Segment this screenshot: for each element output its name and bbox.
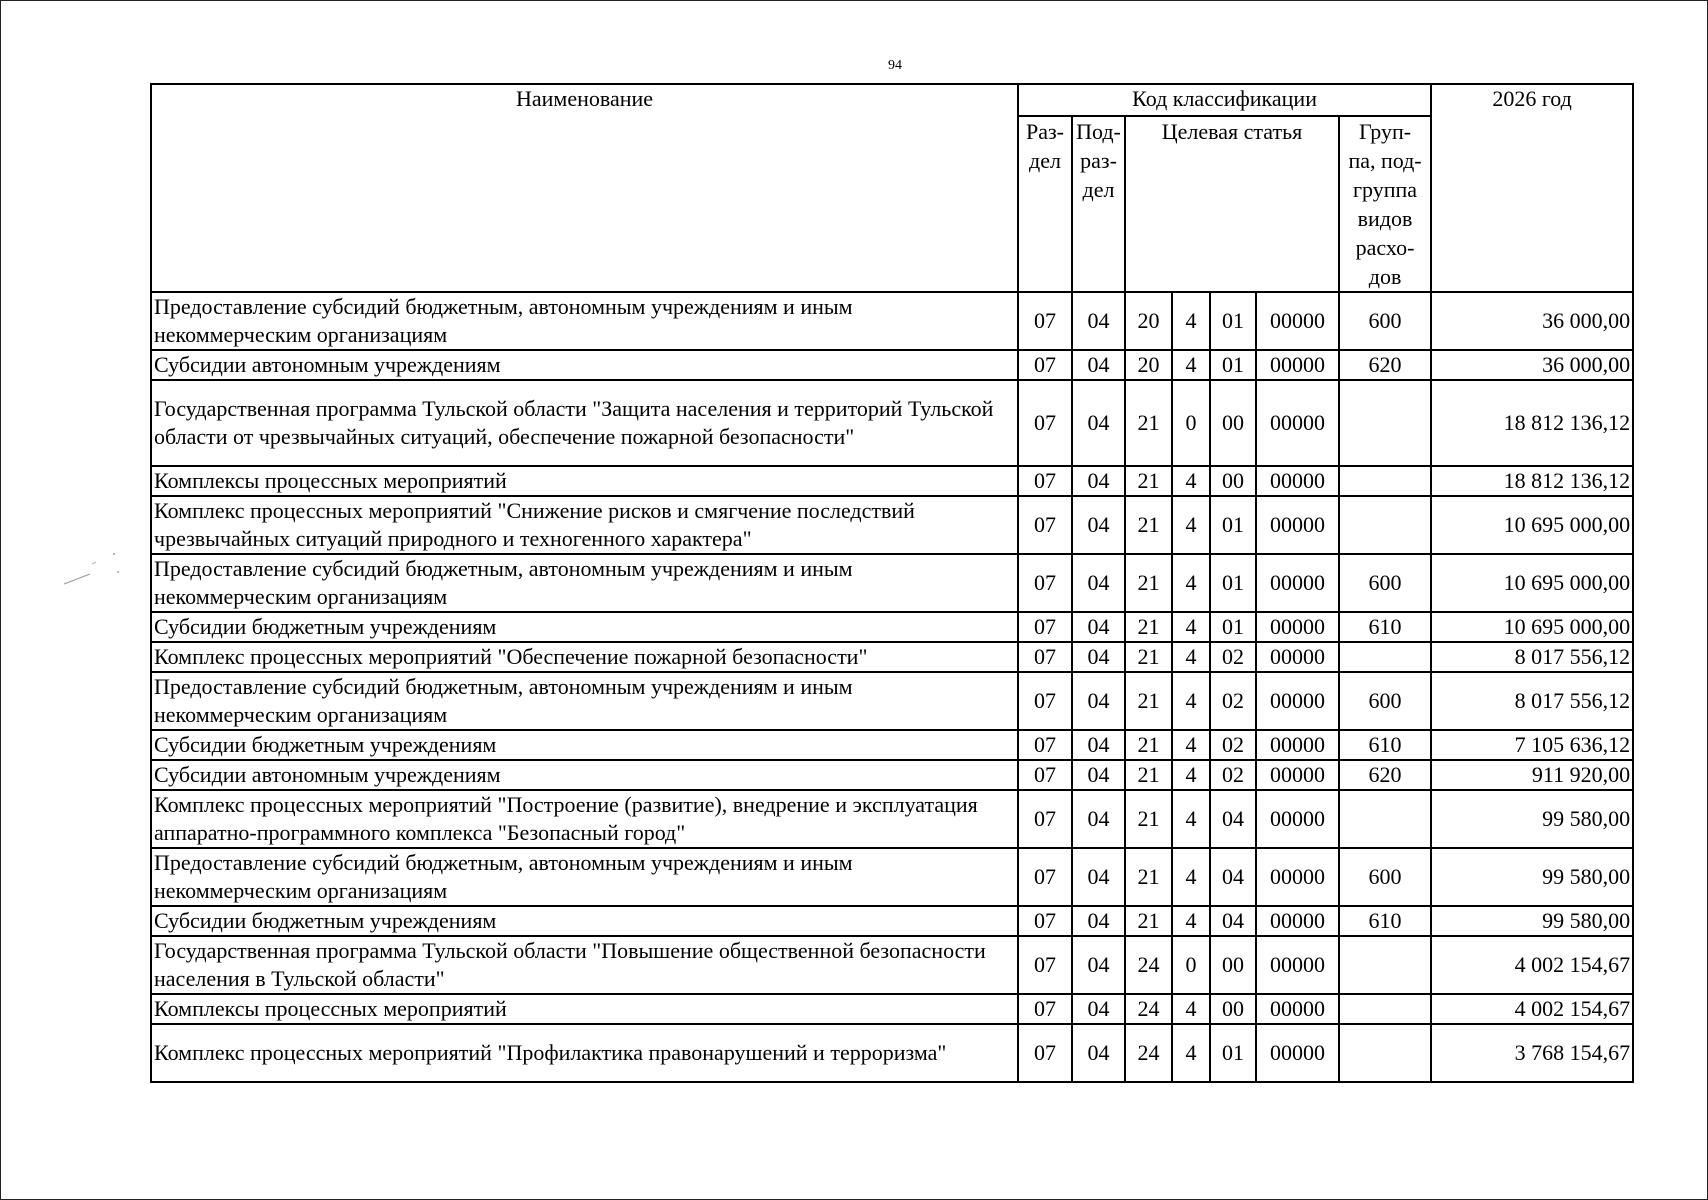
row-target-direction: 00000: [1256, 292, 1339, 350]
row-section: 07: [1018, 642, 1072, 672]
budget-table-body: [151, 292, 1633, 1082]
row-name: Предоставление субсидий бюджетным, автономным учреждениям и иным некоммерческим организациям: [151, 292, 1018, 350]
row-section: 07: [1018, 612, 1072, 642]
row-subsection: 04: [1072, 760, 1125, 790]
row-section: 07: [1018, 994, 1072, 1024]
row-subsection: 04: [1072, 936, 1125, 994]
row-target-type: 4: [1172, 730, 1210, 760]
row-target-event: 00: [1210, 936, 1256, 994]
row-subsection: 04: [1072, 554, 1125, 612]
row-target-direction: 00000: [1256, 672, 1339, 730]
row-expense-group: [1339, 380, 1431, 466]
row-name: Предоставление субсидий бюджетным, автономным учреждениям и иным некоммерческим организациям: [151, 554, 1018, 612]
row-target-direction: 00000: [1256, 612, 1339, 642]
row-target-type: 4: [1172, 496, 1210, 554]
row-amount: 10 695 000,00: [1431, 554, 1633, 612]
row-expense-group: 610: [1339, 730, 1431, 760]
row-name: Комплекс процессных мероприятий "Профилактика правонарушений и терроризма": [151, 1024, 1018, 1082]
row-target-type: 0: [1172, 380, 1210, 466]
row-target-type: 4: [1172, 466, 1210, 496]
row-name: Субсидии автономным учреждениям: [151, 760, 1018, 790]
row-target-event: 02: [1210, 672, 1256, 730]
table-row: [151, 906, 1633, 936]
table-row: [151, 612, 1633, 642]
row-section: 07: [1018, 730, 1072, 760]
header-classification-code: Код классификации: [1018, 84, 1431, 116]
row-expense-group: [1339, 994, 1431, 1024]
row-target-direction: 00000: [1256, 380, 1339, 466]
row-target-program: 21: [1125, 466, 1172, 496]
row-amount: 8 017 556,12: [1431, 642, 1633, 672]
row-section: 07: [1018, 672, 1072, 730]
row-amount: 99 580,00: [1431, 790, 1633, 848]
row-subsection: 04: [1072, 466, 1125, 496]
row-section: 07: [1018, 554, 1072, 612]
row-target-event: 01: [1210, 350, 1256, 380]
table-row: [151, 672, 1633, 730]
row-amount: 99 580,00: [1431, 906, 1633, 936]
table-row: [151, 642, 1633, 672]
row-section: 07: [1018, 906, 1072, 936]
row-amount: 99 580,00: [1431, 848, 1633, 906]
row-section: 07: [1018, 380, 1072, 466]
row-section: 07: [1018, 760, 1072, 790]
row-expense-group: 600: [1339, 292, 1431, 350]
row-expense-group: [1339, 790, 1431, 848]
row-target-event: 01: [1210, 1024, 1256, 1082]
row-target-program: 21: [1125, 790, 1172, 848]
row-amount: 4 002 154,67: [1431, 994, 1633, 1024]
table-row: [151, 848, 1633, 906]
row-target-event: 01: [1210, 496, 1256, 554]
row-target-program: 24: [1125, 994, 1172, 1024]
table-row: [151, 790, 1633, 848]
row-target-type: 4: [1172, 672, 1210, 730]
row-target-program: 20: [1125, 292, 1172, 350]
row-subsection: 04: [1072, 1024, 1125, 1082]
row-target-program: 21: [1125, 672, 1172, 730]
row-subsection: 04: [1072, 906, 1125, 936]
row-name: Комплексы процессных мероприятий: [151, 994, 1018, 1024]
row-section: 07: [1018, 496, 1072, 554]
row-target-program: 24: [1125, 1024, 1172, 1082]
row-target-direction: 00000: [1256, 760, 1339, 790]
header-target-article: Целевая статья: [1125, 116, 1339, 292]
row-target-type: 4: [1172, 760, 1210, 790]
row-target-direction: 00000: [1256, 1024, 1339, 1082]
row-expense-group: 610: [1339, 906, 1431, 936]
row-name: Комплекс процессных мероприятий "Обеспечение пожарной безопасности": [151, 642, 1018, 672]
row-target-program: 21: [1125, 906, 1172, 936]
row-name: Субсидии бюджетным учреждениям: [151, 730, 1018, 760]
row-target-direction: 00000: [1256, 554, 1339, 612]
row-subsection: 04: [1072, 790, 1125, 848]
row-amount: 18 812 136,12: [1431, 380, 1633, 466]
row-target-direction: 00000: [1256, 936, 1339, 994]
header-name: Наименование: [151, 84, 1018, 292]
row-amount: 10 695 000,00: [1431, 496, 1633, 554]
row-target-event: 02: [1210, 730, 1256, 760]
row-expense-group: [1339, 642, 1431, 672]
row-target-event: 04: [1210, 848, 1256, 906]
row-section: 07: [1018, 936, 1072, 994]
row-target-event: 02: [1210, 642, 1256, 672]
page-number: 94: [888, 58, 902, 73]
row-target-event: 01: [1210, 612, 1256, 642]
row-target-program: 21: [1125, 554, 1172, 612]
budget-table: [150, 83, 1634, 1083]
row-section: 07: [1018, 350, 1072, 380]
table-row: [151, 1024, 1633, 1082]
row-target-program: 21: [1125, 496, 1172, 554]
row-name: Предоставление субсидий бюджетным, автономным учреждениям и иным некоммерческим организациям: [151, 672, 1018, 730]
row-target-direction: 00000: [1256, 906, 1339, 936]
table-row: [151, 350, 1633, 380]
row-target-event: 01: [1210, 292, 1256, 350]
row-target-program: 21: [1125, 380, 1172, 466]
row-target-direction: 00000: [1256, 642, 1339, 672]
row-subsection: 04: [1072, 994, 1125, 1024]
row-target-type: 0: [1172, 936, 1210, 994]
row-target-direction: 00000: [1256, 350, 1339, 380]
row-subsection: 04: [1072, 292, 1125, 350]
table-row: [151, 730, 1633, 760]
row-name: Комплекс процессных мероприятий "Снижение рисков и смягчение последствий чрезвычайных ситуаций природного и техногенного характера": [151, 496, 1018, 554]
row-amount: 3 768 154,67: [1431, 1024, 1633, 1082]
row-target-event: 01: [1210, 554, 1256, 612]
row-target-type: 4: [1172, 790, 1210, 848]
row-subsection: 04: [1072, 730, 1125, 760]
header-row-top: [151, 84, 1633, 116]
row-target-program: 21: [1125, 848, 1172, 906]
row-name: Комплекс процессных мероприятий "Построение (развитие), внедрение и эксплуатация аппаратно-программного комплекса "Безопасный город": [151, 790, 1018, 848]
row-name: Комплексы процессных мероприятий: [151, 466, 1018, 496]
table-row: [151, 496, 1633, 554]
row-target-direction: 00000: [1256, 994, 1339, 1024]
row-target-type: 4: [1172, 292, 1210, 350]
header-expense-group: Груп- па, под- группа видов расхо- дов: [1339, 116, 1431, 292]
row-target-direction: 00000: [1256, 848, 1339, 906]
row-target-type: 4: [1172, 554, 1210, 612]
row-target-type: 4: [1172, 612, 1210, 642]
row-expense-group: 620: [1339, 350, 1431, 380]
row-section: 07: [1018, 848, 1072, 906]
row-subsection: 04: [1072, 848, 1125, 906]
row-target-direction: 00000: [1256, 466, 1339, 496]
table-row: [151, 994, 1633, 1024]
row-subsection: 04: [1072, 496, 1125, 554]
header-subsection: Под- раз- дел: [1072, 116, 1125, 292]
header-year: 2026 год: [1431, 84, 1633, 292]
row-target-event: 00: [1210, 380, 1256, 466]
row-amount: 8 017 556,12: [1431, 672, 1633, 730]
row-expense-group: 620: [1339, 760, 1431, 790]
row-name: Субсидии бюджетным учреждениям: [151, 612, 1018, 642]
row-subsection: 04: [1072, 612, 1125, 642]
row-target-type: 4: [1172, 848, 1210, 906]
row-expense-group: [1339, 936, 1431, 994]
row-target-program: 21: [1125, 760, 1172, 790]
row-section: 07: [1018, 790, 1072, 848]
table-row: [151, 380, 1633, 466]
row-name: Субсидии бюджетным учреждениям: [151, 906, 1018, 936]
row-target-program: 24: [1125, 936, 1172, 994]
row-amount: 36 000,00: [1431, 350, 1633, 380]
row-target-event: 00: [1210, 994, 1256, 1024]
table-row: [151, 466, 1633, 496]
row-subsection: 04: [1072, 672, 1125, 730]
row-expense-group: [1339, 466, 1431, 496]
row-target-type: 4: [1172, 350, 1210, 380]
row-target-program: 21: [1125, 642, 1172, 672]
row-target-type: 4: [1172, 1024, 1210, 1082]
row-expense-group: 600: [1339, 672, 1431, 730]
row-section: 07: [1018, 1024, 1072, 1082]
row-expense-group: [1339, 1024, 1431, 1082]
row-name: Субсидии автономным учреждениям: [151, 350, 1018, 380]
row-name: Государственная программа Тульской области "Повышение общественной безопасности населения в Тульской области": [151, 936, 1018, 994]
row-target-type: 4: [1172, 642, 1210, 672]
row-expense-group: [1339, 496, 1431, 554]
row-target-type: 4: [1172, 906, 1210, 936]
row-amount: 18 812 136,12: [1431, 466, 1633, 496]
row-expense-group: 610: [1339, 612, 1431, 642]
row-target-event: 04: [1210, 906, 1256, 936]
row-amount: 10 695 000,00: [1431, 612, 1633, 642]
row-target-direction: 00000: [1256, 496, 1339, 554]
row-target-event: 04: [1210, 790, 1256, 848]
row-target-type: 4: [1172, 994, 1210, 1024]
row-subsection: 04: [1072, 350, 1125, 380]
table-row: [151, 292, 1633, 350]
header-section: Раз- дел: [1018, 116, 1072, 292]
table-row: [151, 760, 1633, 790]
row-amount: 911 920,00: [1431, 760, 1633, 790]
row-section: 07: [1018, 466, 1072, 496]
row-amount: 7 105 636,12: [1431, 730, 1633, 760]
table-row: [151, 554, 1633, 612]
row-expense-group: 600: [1339, 554, 1431, 612]
row-name: Предоставление субсидий бюджетным, автономным учреждениям и иным некоммерческим организациям: [151, 848, 1018, 906]
row-amount: 4 002 154,67: [1431, 936, 1633, 994]
scan-artifact-mark: [62, 548, 122, 588]
row-name: Государственная программа Тульской области "Защита населения и территорий Тульской области от чрезвычайных ситуаций, обеспечение пожарной безопасности": [151, 380, 1018, 466]
row-expense-group: 600: [1339, 848, 1431, 906]
row-section: 07: [1018, 292, 1072, 350]
row-target-event: 00: [1210, 466, 1256, 496]
row-target-program: 20: [1125, 350, 1172, 380]
row-target-direction: 00000: [1256, 790, 1339, 848]
table-row: [151, 936, 1633, 994]
row-amount: 36 000,00: [1431, 292, 1633, 350]
row-target-direction: 00000: [1256, 730, 1339, 760]
row-target-program: 21: [1125, 612, 1172, 642]
row-target-event: 02: [1210, 760, 1256, 790]
row-subsection: 04: [1072, 642, 1125, 672]
row-target-program: 21: [1125, 730, 1172, 760]
row-subsection: 04: [1072, 380, 1125, 466]
